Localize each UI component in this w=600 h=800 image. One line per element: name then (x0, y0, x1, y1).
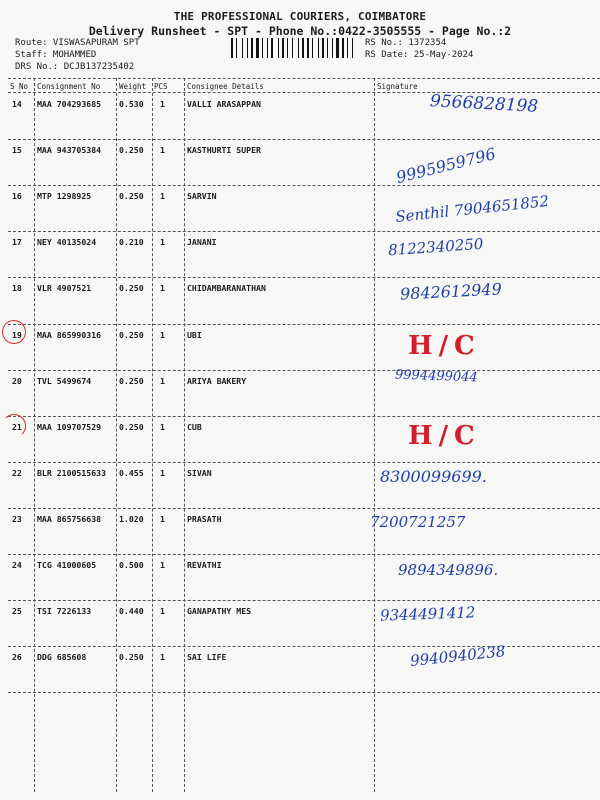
row-divider (8, 277, 600, 278)
row-sno: 23 (12, 513, 22, 524)
row-consignee: SAI LIFE (187, 652, 227, 663)
row-pcs: 1 (160, 652, 165, 663)
row-pcs: 1 (160, 606, 165, 617)
row-consignee: VALLI ARASAPPAN (187, 99, 261, 109)
row-consignment-no: BLR 2100515633 (37, 467, 107, 478)
row-divider (8, 231, 600, 232)
barcode-bar (271, 38, 273, 58)
barcode-bar (294, 38, 297, 58)
row-sno: 25 (12, 606, 22, 617)
row-weight: 0.250 (119, 375, 144, 386)
row-weight: 0.455 (119, 467, 144, 478)
row-pcs: 1 (160, 513, 165, 524)
barcode-bar (302, 38, 304, 58)
row-consignment-no: NEY 40135024 (37, 237, 97, 248)
row-consignment-no: TCG 41000605 (37, 560, 97, 570)
row-signature: H/C (408, 420, 481, 451)
row-signature: 9344491412 (379, 603, 476, 625)
barcode-bar (267, 38, 268, 58)
row-divider (8, 462, 600, 463)
row-weight: 0.250 (119, 191, 144, 202)
barcode-bar (274, 38, 277, 58)
row-pcs: 1 (160, 237, 165, 248)
row-divider (8, 554, 600, 555)
runsheet-table (8, 78, 600, 792)
barcode-bar (305, 38, 306, 58)
barcode-bar (352, 38, 353, 58)
barcode-bar (285, 38, 286, 58)
row-signature: 7200721257 (370, 512, 466, 531)
row-signature: 9994499044 (394, 367, 478, 386)
row-divider (8, 416, 600, 417)
barcode-bar (334, 38, 335, 58)
barcode-bar (300, 38, 301, 58)
row-consignee: UBI (187, 329, 202, 340)
barcode-bar (280, 38, 281, 58)
row-pcs: 1 (160, 191, 165, 202)
runsheet-title: Delivery Runsheet - SPT - Phone No.:0422-3505555 - Page No.:2 (88, 24, 512, 38)
header-divider (8, 92, 600, 93)
table-top-border (8, 78, 600, 79)
barcode-bar (278, 38, 279, 58)
row-consignee: SARVIN (187, 191, 217, 202)
staff-label: Staff: MOHAMMED (15, 50, 97, 60)
row-consignee: SIVAN (187, 467, 212, 478)
row-sno: 24 (12, 560, 22, 570)
row-consignment-no: MTP 1298925 (37, 191, 92, 202)
barcode-bar (312, 38, 313, 58)
barcode-bar (325, 38, 326, 58)
row-signature: 9894349896. (398, 561, 499, 579)
rs-date: RS Date: 25-May-2024 (365, 50, 474, 60)
row-divider (8, 324, 600, 325)
row-consignment-no: MAA 865990316 (37, 329, 102, 340)
row-consignment-no: VLR 4907521 (37, 283, 92, 294)
col-header-pcs: PCS (154, 82, 168, 91)
row-pcs: 1 (160, 560, 165, 570)
row-divider (8, 508, 600, 509)
barcode-bar (231, 38, 233, 58)
row-weight: 1.020 (119, 513, 144, 524)
row-sno: 16 (12, 191, 22, 202)
row-divider (8, 370, 600, 371)
barcode-bar (264, 38, 266, 58)
barcode-bar (354, 38, 355, 58)
row-weight: 0.500 (119, 560, 144, 570)
red-circle-mark (2, 320, 26, 344)
drs-label: DRS No.: DCJB137235402 (15, 62, 135, 72)
barcode-bar (292, 38, 293, 58)
row-sno: 18 (12, 283, 22, 294)
barcode-bar (342, 38, 344, 58)
row-sno: 22 (12, 467, 22, 478)
row-weight: 0.250 (119, 145, 144, 156)
row-signature: 9995959796 (394, 144, 498, 188)
row-weight: 0.250 (119, 329, 144, 340)
row-pcs: 1 (160, 283, 165, 294)
row-consignee: KASTHURTI SUPER (187, 145, 261, 156)
rs-number: RS No.: 1372354 (365, 38, 447, 48)
row-pcs: 1 (160, 375, 165, 386)
barcode (231, 38, 359, 58)
barcode-bar (347, 38, 348, 58)
barcode-bar (238, 38, 241, 58)
row-consignment-no: TVL 5499674 (37, 375, 92, 386)
row-consignment-no: MAA 865756638 (37, 513, 102, 524)
barcode-bar (322, 38, 324, 58)
barcode-bar (242, 38, 243, 58)
row-pcs: 1 (160, 467, 165, 478)
row-divider (8, 139, 600, 140)
row-consignee: CHIDAMBARANATHAN (187, 283, 266, 294)
row-consignment-no: DDG 685608 (37, 652, 87, 663)
row-divider (8, 646, 600, 647)
row-signature: Senthil 7904651852 (394, 192, 550, 227)
col-header-sno: S No (10, 82, 29, 91)
barcode-bar (262, 38, 263, 58)
barcode-bar (318, 38, 319, 58)
barcode-bar (345, 38, 346, 58)
barcode-bar (287, 38, 288, 58)
row-divider (8, 692, 600, 693)
row-pcs: 1 (160, 329, 165, 340)
barcode-bar (269, 38, 270, 58)
row-divider (8, 185, 600, 186)
row-weight: 0.250 (119, 421, 144, 432)
barcode-bar (307, 38, 309, 58)
row-consignment-no: TSI 7226133 (37, 606, 92, 617)
barcode-bar (310, 38, 311, 58)
row-pcs: 1 (160, 421, 165, 432)
company-title: THE PROFESSIONAL COURIERS, COIMBATORE (173, 10, 427, 23)
barcode-bar (251, 38, 253, 58)
row-sno: 20 (12, 375, 22, 386)
row-weight: 0.440 (119, 606, 144, 617)
col-header-signature: Signature (377, 82, 418, 91)
row-sno: 26 (12, 652, 22, 663)
col-header-consignment: Consignment No (37, 82, 101, 91)
row-signature: 9940940238 (409, 642, 507, 671)
barcode-bar (332, 38, 333, 58)
row-signature: 9566828198 (429, 91, 539, 117)
barcode-bar (236, 38, 237, 58)
row-divider (8, 600, 600, 601)
col-header-weight: Weight (119, 82, 147, 91)
row-signature: H/C (408, 330, 481, 361)
row-sno: 17 (12, 237, 22, 248)
row-weight: 0.250 (119, 283, 144, 294)
barcode-bar (282, 38, 284, 58)
barcode-bar (234, 38, 235, 58)
barcode-bar (254, 38, 255, 58)
col-header-consignee: Consignee Details (187, 82, 264, 91)
barcode-bar (314, 38, 317, 58)
row-pcs: 1 (160, 99, 165, 109)
barcode-bar (256, 38, 259, 58)
red-circle-mark (2, 414, 26, 438)
row-sno: 21 (12, 421, 22, 432)
row-consignment-no: MAA 704293685 (37, 99, 102, 109)
row-consignee: PRASATH (187, 513, 222, 524)
barcode-bar (289, 38, 291, 58)
row-sno: 15 (12, 145, 22, 156)
row-consignee: GANAPATHY MES (187, 606, 252, 617)
route-label: Route: VISWASAPURAM SPT (15, 38, 140, 48)
row-consignee: ARIYA BAKERY (187, 375, 247, 386)
row-pcs: 1 (160, 145, 165, 156)
barcode-bar (320, 38, 321, 58)
barcode-bar (349, 38, 351, 58)
row-consignment-no: MAA 109707529 (37, 421, 102, 432)
barcode-bar (336, 38, 339, 58)
row-consignee: JANANI (187, 237, 217, 248)
row-sno: 14 (12, 99, 22, 109)
barcode-bar (340, 38, 341, 58)
row-signature: 9842612949 (399, 279, 503, 305)
barcode-bar (298, 38, 299, 58)
row-consignment-no: MAA 943705384 (37, 145, 102, 156)
row-consignee: CUB (187, 421, 202, 432)
barcode-bar (260, 38, 261, 58)
row-weight: 0.530 (119, 99, 144, 109)
barcode-bar (327, 38, 328, 58)
barcode-bar (249, 38, 250, 58)
row-weight: 0.250 (119, 652, 144, 663)
row-consignee: REVATHI (187, 560, 222, 570)
row-signature: 8122340250 (387, 234, 484, 260)
barcode-bar (329, 38, 331, 58)
barcode-bar (247, 38, 248, 58)
row-sno: 19 (12, 329, 22, 340)
row-signature: 8300099699. (380, 466, 487, 486)
barcode-bar (244, 38, 246, 58)
row-weight: 0.210 (119, 237, 144, 248)
